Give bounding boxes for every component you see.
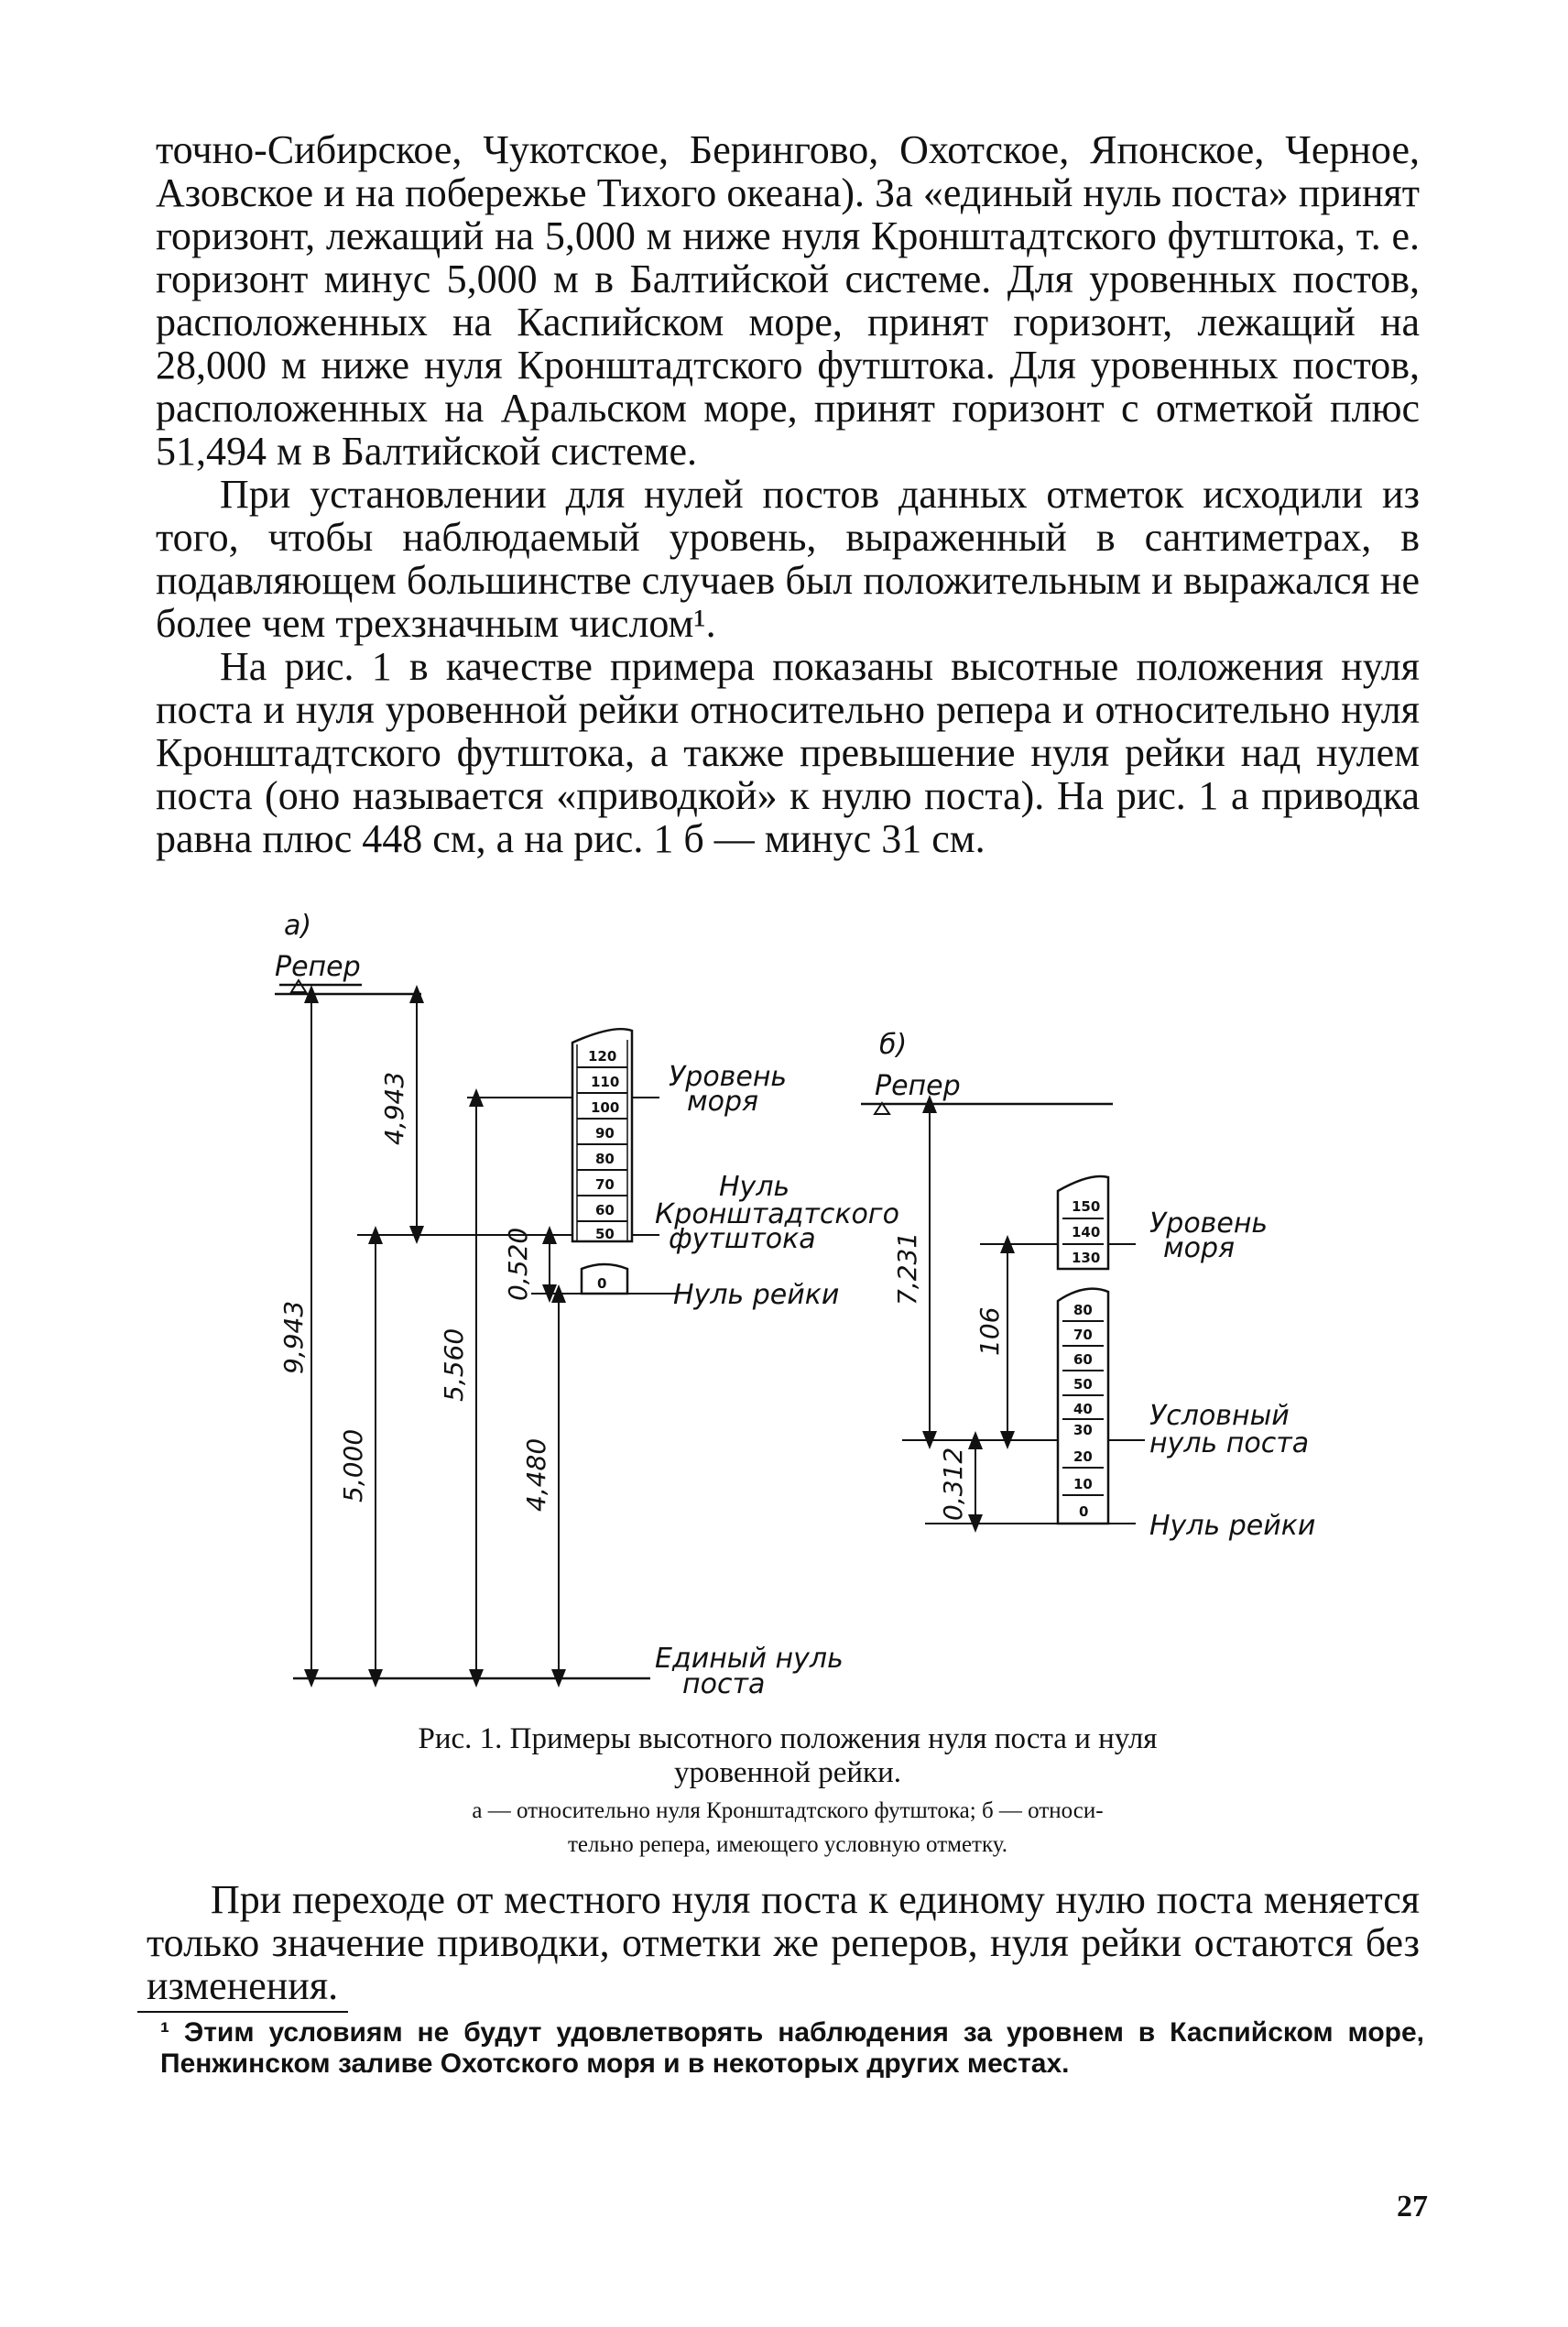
staff-b-lower	[1058, 1289, 1108, 1524]
svg-text:70: 70	[1073, 1327, 1093, 1343]
caption-title-line-2: уровенной рейки.	[673, 1756, 901, 1789]
caption-legend-line-1: а — относительно нуля Кронштадтского футштока; б — относи-	[472, 1798, 1104, 1823]
benchmark-a-label: Репер	[275, 951, 361, 983]
sea-level-b-label: Уровень	[1149, 1207, 1269, 1240]
svg-text:20: 20	[1073, 1448, 1093, 1465]
staff-b-upper	[1058, 1176, 1108, 1269]
conditional-zero-label-2: нуль поста	[1149, 1427, 1310, 1459]
svg-text:70: 70	[595, 1176, 615, 1193]
staff-a-lower	[582, 1264, 627, 1294]
dim-0520: 0,520	[503, 1227, 533, 1301]
paragraph: точно-Сибирское, Чукотское, Берингово, Охотское, Японское, Черное, Азовское и на побережье Тихого океана). За «единый нуль поста» принят горизонт, лежащий на 5,000 м ниже нуля Кронштадтского футштока, т. е. горизонт минус 5,000 м в Балтийской системе. Для уровенных постов, расположенных на Каспийском море, принят горизонт, лежащий на 28,000 м ниже нуля Кронштадтского футштока. Для уровенных постов, расположенных на Аральском море, принят горизонт с отметкой плюс 51,494 м в Балтийской системе.	[156, 127, 1420, 474]
caption-title-line-1: Рис. 1. Примеры высотного положения нуля поста и нуля	[418, 1722, 1158, 1755]
unified-zero-label: Единый нуль	[655, 1643, 844, 1675]
dim-0312: 0,312	[938, 1447, 968, 1521]
conditional-zero-label: Условный	[1149, 1400, 1290, 1432]
svg-text:100: 100	[591, 1099, 620, 1116]
svg-text:0: 0	[597, 1275, 607, 1292]
dim-5560: 5,560	[439, 1327, 469, 1402]
body-text-bottom	[147, 1878, 1420, 2007]
kronstadt-zero-label-2: Кронштадтского	[655, 1198, 899, 1230]
svg-text:50: 50	[595, 1226, 615, 1242]
svg-text:50: 50	[1073, 1376, 1093, 1393]
dim-4943: 4,943	[379, 1071, 409, 1145]
svg-text:60: 60	[1073, 1351, 1093, 1368]
panel-b-label: б)	[879, 1029, 908, 1061]
svg-text:30: 30	[1073, 1422, 1093, 1438]
staff-zero-a-label: Нуль рейки	[673, 1279, 840, 1311]
svg-text:80: 80	[1073, 1302, 1093, 1318]
unified-zero-label-2: поста	[682, 1668, 766, 1700]
paragraph: На рис. 1 в качестве примера показаны высотные положения нуля поста и нуля уровенной рейки относительно репера и относительно нуля Кронштадтского футштока, а также превышение нуля рейки над нулем поста (оно называется «приводкой» к нулю поста). На рис. 1 а приводка равна плюс 448 см, а на рис. 1 б — минус 31 см.	[156, 644, 1420, 861]
staff-zero-b-label: Нуль рейки	[1149, 1510, 1316, 1542]
kronstadt-zero-label-3: футштока	[669, 1223, 816, 1255]
sea-level-b-label-2: моря	[1163, 1232, 1236, 1264]
figure-caption	[275, 1722, 1301, 1858]
kronstadt-zero-label: Нуль	[719, 1171, 790, 1203]
svg-text:40: 40	[1073, 1401, 1093, 1417]
svg-text:90: 90	[595, 1125, 615, 1142]
dim-9943: 9,943	[278, 1300, 309, 1374]
svg-text:60: 60	[595, 1202, 615, 1218]
caption-legend-line-2: тельно репера, имеющего условную отметку.	[567, 1832, 1008, 1857]
dim-106: 106	[975, 1306, 1005, 1356]
benchmark-b-label: Репер	[875, 1070, 961, 1102]
svg-text:110: 110	[591, 1074, 620, 1090]
dim-7231: 7,231	[892, 1231, 922, 1306]
sea-level-a-label-2: моря	[687, 1086, 759, 1118]
svg-text:150: 150	[1072, 1198, 1101, 1215]
closing-paragraph: При переходе от местного нуля поста к единому нулю поста меняется только значение приводки, отметки же реперов, нуля рейки остаются без изменения.	[147, 1877, 1420, 2008]
footnote: ¹ Этим условиям не будут удовлетворять наблюдения за уровнем в Каспийском море, Пенжинском заливе Охотского моря и в некоторых других местах.	[160, 2017, 1424, 2079]
dim-5000: 5,000	[338, 1428, 368, 1502]
svg-text:140: 140	[1072, 1224, 1101, 1240]
svg-text:0: 0	[1079, 1503, 1089, 1520]
svg-text:10: 10	[1073, 1476, 1093, 1492]
footnote-rule	[137, 2011, 348, 2013]
paragraph: При установлении для нулей постов данных отметок исходили из того, чтобы наблюдаемый уровень, выраженный в сантиметрах, в подавляющем большинстве случаев был положительным и выражался не более чем трехзначным числом¹.	[156, 472, 1420, 646]
page-number: 27	[1397, 2190, 1428, 2223]
svg-text:80: 80	[595, 1151, 615, 1167]
sea-level-a-label: Уровень	[669, 1061, 788, 1093]
dim-4480: 4,480	[521, 1437, 551, 1512]
svg-text:120: 120	[588, 1048, 617, 1065]
panel-a-label: а)	[284, 910, 312, 942]
svg-text:130: 130	[1072, 1250, 1101, 1266]
